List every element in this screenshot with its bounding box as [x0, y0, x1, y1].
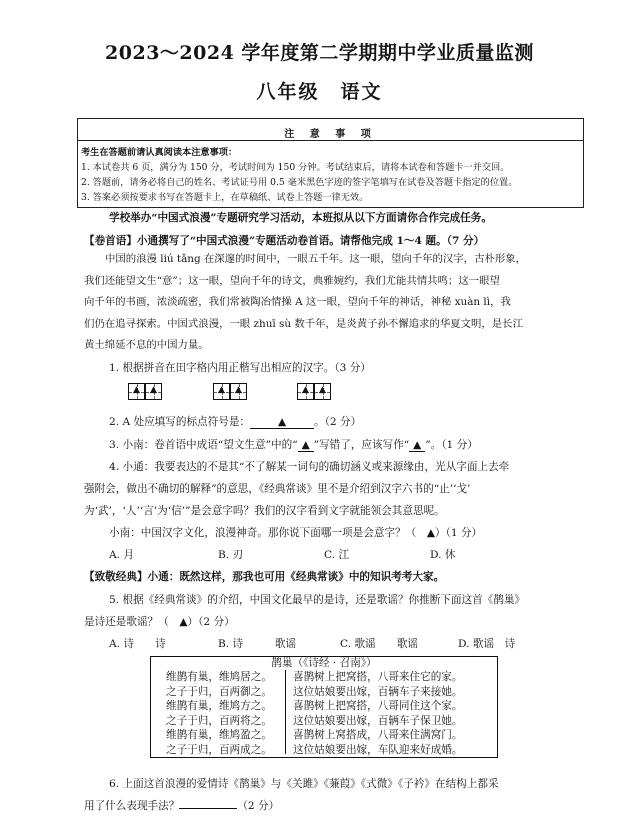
poem-line: 维鹊有巢，维鸠盈之。 — [166, 729, 272, 742]
option-b: B. 刃 — [218, 549, 244, 561]
notice-line: 3. 答案必须按要求书写在答题卡上，在草稿纸、试卷上答题一律无效。 — [81, 192, 369, 203]
passage-line: 黄土绵延不息的中国力量。 — [84, 339, 209, 351]
translation-line: 喜鹊树上窝搭成，八哥来住满窝门。 — [293, 729, 463, 742]
option-d: D. 歌谣 诗 — [458, 638, 516, 650]
poem-title: 鹊巢（《诗经 · 召南》） — [271, 657, 377, 669]
question-4-line: 为‘武’，‘人’‘言’为‘信’”是会意字吗？我们的汉字看到文字就能领会其意思呢。 — [84, 505, 445, 517]
answer-blank[interactable]: ▲ — [298, 439, 314, 452]
answer-marker[interactable]: ▲ — [426, 527, 435, 539]
question-4-choice: 小南：中国汉字文化，浪漫神奇。那你说下面哪一项是会意字？（ ▲）（1 分） — [109, 527, 483, 539]
poem-divider — [285, 670, 286, 754]
question-3: 3. 小南：卷首语中成语“望文生意”中的“ ▲ ”写错了，应该写作“ ▲ ”。（1 分） — [109, 439, 478, 451]
notice-divider — [78, 140, 583, 141]
answer-blank[interactable]: ▲ — [250, 416, 314, 429]
question-4-line: 强附会，做出不确切的解释”的意思，《经典常谈》里不是介绍到汉字六书的“止’‘戈’ — [84, 483, 471, 495]
passage-line: 中国的浪漫 liú tǎng 在深邃的时间中，一眼五千年。这一眼，望向千年的汉字，古朴形象， — [105, 253, 527, 265]
option-b: B. 诗 歌谣 — [218, 638, 297, 650]
preface-passage — [84, 249, 584, 357]
option-a: A. 诗 诗 — [109, 638, 166, 650]
question-5-choice: 是诗还是歌谣？（ ▲）（2 分） — [84, 616, 235, 628]
answer-grid[interactable]: ▲ — [128, 383, 145, 400]
translation-line: 这位姑娘要出嫁，百辆车子来接她。 — [293, 685, 463, 698]
poem-translation — [293, 670, 463, 758]
poem-line: 之子于归，百两成之。 — [166, 743, 272, 756]
option-c: C. 歌谣 歌谣 — [340, 638, 419, 650]
question-6-answer: 用了什么表现手法？ （2 分） — [84, 800, 280, 812]
notice-box — [77, 118, 584, 208]
translation-line: 喜鹊树上把窝搭，八哥同住这个家。 — [293, 700, 463, 713]
option-d: D. 休 — [430, 549, 456, 561]
poem-line: 维鹊有巢，维鸠方之。 — [166, 700, 272, 713]
poem-line: 之子于归，百两御之。 — [166, 685, 272, 698]
passage-line: 们仍在追寻探索。中国式浪漫，一眼 zhuī sù 数千年，是炎黄子孙不懈追求的华夏文明，是长江 — [84, 317, 523, 330]
translation-line: 这位姑娘要出嫁，车队迎来好成婚。 — [293, 743, 463, 756]
task-intro: 学校举办“中国式浪漫”专题研究学习活动，本班拟从以下方面请你合作完成任务。 — [109, 212, 492, 224]
answer-grid[interactable]: ▲ — [314, 383, 331, 400]
question-4-line: 4. 小通：我要表达的不是其“不了解某一词句的确切涵义或来源缘由，光从字面上去牵 — [109, 461, 510, 473]
answer-grid[interactable]: ▲ — [297, 383, 314, 400]
passage-line: 向千年的书画，浓淡疏密，我们常被陶冶情操 A 这一眼，望向千年的神话，神秘 xuàn lì，我 — [84, 296, 511, 308]
poem-box — [150, 656, 498, 758]
passage-line: 我们还能望文生“意”；这一眼，望向千年的诗文，典雅婉约，我们尤能共情共鸣；这一眼望 — [84, 274, 500, 287]
poem-original — [166, 670, 272, 758]
notice-heading: 注 意 事 项 — [284, 129, 377, 140]
answer-grid[interactable]: ▲ — [213, 383, 230, 400]
answer-grid[interactable]: ▲ — [145, 383, 162, 400]
poem-line: 维鹊有巢，维鸠居之。 — [166, 671, 272, 683]
answer-blank[interactable]: ▲ — [409, 439, 425, 452]
translation-line: 喜鹊树上把窝搭，八哥来住它的家。 — [293, 671, 463, 683]
section-heading-classics: 【致敬经典】小通：既然这样，那我也可用《经典常谈》中的知识考考大家。 — [84, 571, 445, 583]
notice-line: 1. 本试卷共 6 页，满分为 150 分，考试时间为 150 分钟。考试结束后，请将本试卷和答题卡一并交回。 — [81, 162, 510, 173]
notice-line: 考生在答题前请认真阅读本注意事项： — [81, 147, 238, 158]
poem-line: 之子于归，百两将之。 — [166, 714, 272, 727]
question-5-line: 5. 根据《经典常谈》的介绍，中国文化最早的是诗，还是歌谣？你推断下面这首《鹊巢》 — [109, 594, 526, 606]
answer-marker[interactable]: ▲ — [179, 616, 188, 628]
section-heading-preface: 【卷首语】小通撰写了“中国式浪漫”专题活动卷首语。请帮他完成 1～4 题。（7 分） — [84, 235, 485, 247]
exam-subtitle: 八年级 语文 — [256, 81, 383, 103]
question-2: 2. A 处应填写的标点符号是： ▲ 。（2 分） — [109, 416, 362, 428]
answer-blank[interactable] — [179, 808, 237, 809]
translation-line: 这位姑娘要出嫁，百辆车子保卫她。 — [293, 714, 463, 727]
exam-title: 2023～2024 学年度第二学期期中学业质量监测 — [105, 42, 534, 64]
question-6-line: 6. 上面这首浪漫的爱情诗《鹊巢》与《关雎》《蒹葭》《式微》《子衿》在结构上都采 — [109, 778, 499, 790]
notice-line: 2. 答题前，请务必将自己的姓名、考试证号用 0.5 毫米黑色字迹的签字笔填写在试卷及答题卡指定的位置。 — [81, 177, 518, 188]
question-1: 1. 根据拼音在田字格内用正楷写出相应的汉字。（3 分） — [109, 362, 371, 374]
option-c: C. 江 — [324, 549, 350, 561]
answer-grid[interactable]: ▲ — [230, 383, 247, 400]
option-a: A. 月 — [109, 549, 134, 561]
